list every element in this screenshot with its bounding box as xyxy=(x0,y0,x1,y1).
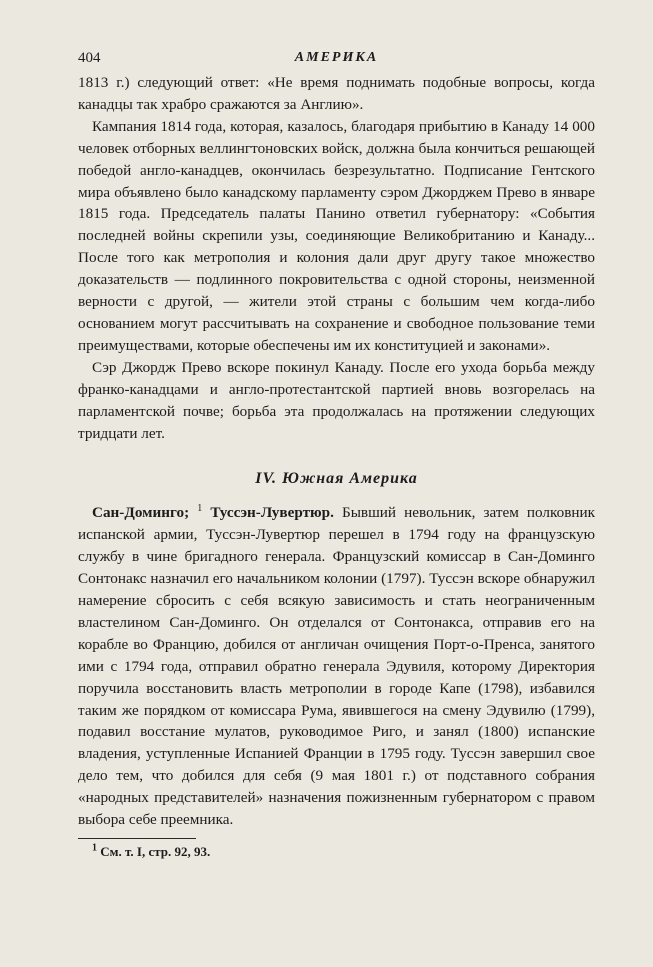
page-number: 404 xyxy=(78,50,101,66)
running-head: АМЕРИКА xyxy=(294,50,379,65)
paragraph-body: Бывший невольник, затем полковник испанской армии, Туссэн-Лувертюр перешел в 1794 году на французскую службу в чине бригадного генерала. Французский комиссар в Сан-Доминго Сонтонакс назначил его начальником колонии (1797). Туссэн вскоре обнаружил намерение сбросить с себя всякую зависимость и стать неограниченным властелином Сан-Доминго. Он отделался от Сонтонакса, отправив его на корабле во Францию, добился от англичан очищения Порт-о-Пренса, занятого ими с 1794 года, отправил обратно генерала Эдувиля, которому Директория поручила восстановить власть метрополии в городе Капе (1798), избавился таким же порядком от комиссара Рума, явившегося на смену Эдувилю (1799), подавил восстание мулатов, руководимое Риго, и занял (1800) испанские владения, уступленные Испанией Франции в 1795 году. Туссэн завершил свое дело тем, что добился для себя (9 мая 1801 г.) от подставного собрания «народных представителей» назначения пожизненным губернатором с правом выбора себе преемника. xyxy=(78,504,596,829)
paragraph-toussaint xyxy=(78,502,595,831)
footnote-divider xyxy=(78,838,196,839)
paragraph-prevost-departure: Сэр Джордж Прево вскоре покинул Канаду. После его ухода борьба между франко-канадцами и англо-протестантской партией вновь возгорелась на парламентской почве; борьба эта продолжалась на протяжении следующих тридцати лет. xyxy=(78,358,595,442)
footnote xyxy=(78,843,595,861)
lead-in-san-domingo: Сан-Доминго; xyxy=(92,504,190,522)
lead-in-toussaint: Туссэн-Лувертюр. xyxy=(210,504,334,522)
text-block-canada xyxy=(78,72,595,444)
footnote-text: См. т. I, стр. 92, 93. xyxy=(100,844,211,859)
paragraph-continuation: 1813 г.) следующий ответ: «Не время поднимать подобные вопросы, когда канадцы так храбро сражаются за Англию». xyxy=(78,74,595,113)
page-header xyxy=(78,46,595,70)
section-heading: IV. Южная Америка xyxy=(255,470,418,488)
footnote-mark: 1 xyxy=(92,842,97,854)
footnote-reference: 1 xyxy=(197,503,203,515)
text-block-san-domingo xyxy=(78,502,595,831)
paragraph-campaign-1814: Кампания 1814 года, которая, казалось, благодаря прибытию в Канаду 14 000 человек отборных веллингтоновских войск, должна была кончиться решающей победой англо-канадцев, окончилась безрезультатно. Подписание Гентского мира объявлено было канадскому парламенту сэром Джорджем Прево в январе 1815 года. Председатель палаты Панино ответил губернатору: «События последней войны скрепили узы, соединяющие Великобританию и Канаду... После того как метрополия и колония дали друг другу такое множество доказательств — подлинного покровительства с одной стороны, неизменной верности с другой, — жители этой страны с большим чем когда-либо основанием могут рассчитывать на сохранение и свободное пользование теми преимуществами, которые обеспечены им их конституцией и законами». xyxy=(78,117,595,354)
